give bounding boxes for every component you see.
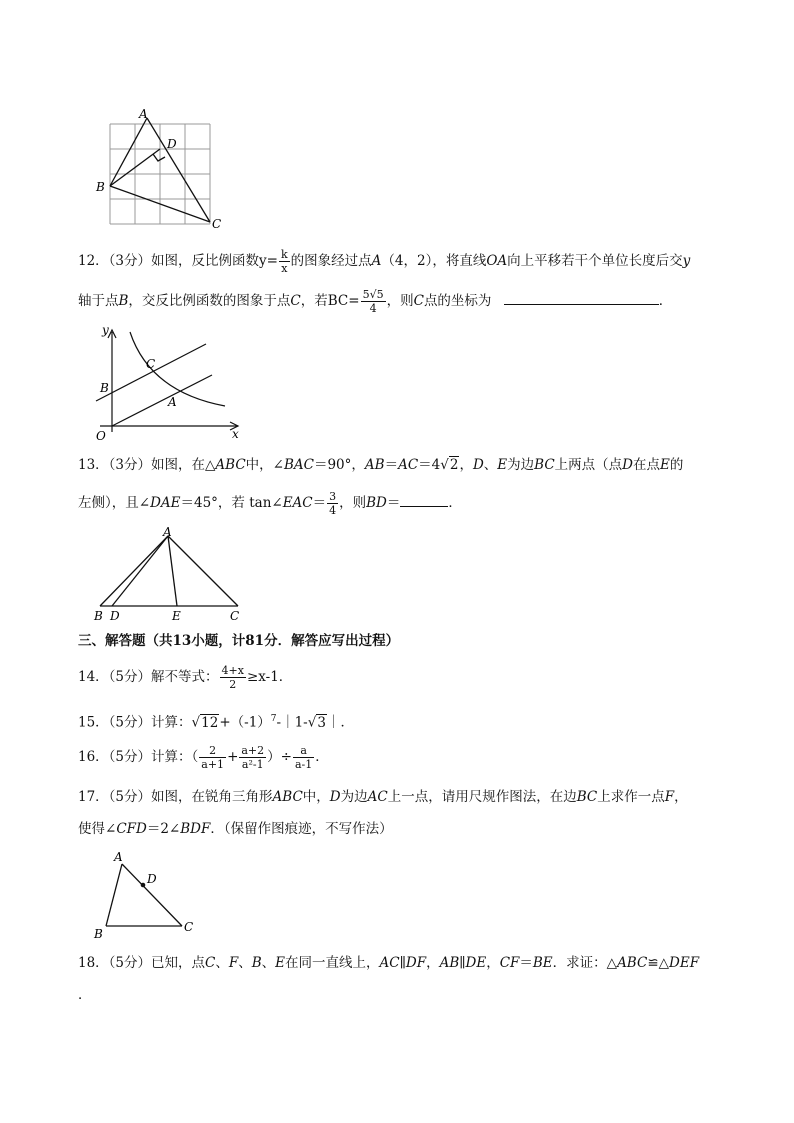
- label-b: B: [94, 609, 103, 623]
- fraction-14: $\frac{4+x}{2}$: [221, 664, 244, 691]
- fraction-tan: $\frac{3}{4}$: [329, 490, 337, 517]
- label-c: C: [146, 357, 156, 371]
- question-17-line2: 使得∠CFD＝2∠BDF．（保留作图痕迹，不写作法）: [78, 821, 393, 837]
- fraction-16-c: $\frac{a}{a-1}$: [294, 744, 313, 771]
- q13-figure: [90, 524, 250, 624]
- label-d: D: [110, 609, 120, 623]
- label-a: A: [114, 850, 123, 864]
- label-c: C: [184, 920, 194, 934]
- question-13-line1: 13．（3分）如图，在△ABC中，∠BAC＝90°，AB＝AC＝4√2，D、E为边BC上两点（点D在点E的: [78, 457, 684, 473]
- point-d: [141, 883, 146, 888]
- fraction-k-over-x: $\frac{k}{x}$: [280, 248, 288, 275]
- label-b: B: [100, 381, 109, 395]
- label-d: D: [147, 872, 157, 886]
- question-12-line2: 轴于点B，交反比例函数的图象于点C，若BC= $\frac{5√5}{4}$ ，则C点的坐标为 ．: [78, 288, 673, 315]
- q11-figure: [92, 104, 232, 229]
- q17-figure: [90, 848, 210, 943]
- label-b: B: [94, 927, 103, 941]
- section-3-heading: 三、解答题（共13小题，计81分．解答应写出过程）: [78, 633, 400, 649]
- question-14: 14．（5分）解不等式： $\frac{4+x}{2}$ ≥x-1．: [78, 664, 293, 691]
- fraction-16-b: $\frac{a+2}{\text{a²-1}}$: [241, 744, 265, 771]
- answer-blank-12: [504, 290, 659, 305]
- question-12-line1: 12．（3分）如图，反比例函数y= $\frac{k}{x}$ 的图象经过点A（4，2），将直线OA向上平移若干个单位长度后交y: [78, 248, 691, 275]
- question-18-line2: ．: [78, 987, 92, 1003]
- fraction-16-a: $\frac{2}{a+1}$: [201, 744, 225, 771]
- label-o: O: [96, 429, 106, 443]
- label-d: D: [167, 137, 177, 151]
- question-16: 16．（5分）计算：（ $\frac{2}{a+1}$ + $\frac{a+2}{\text{a²-1}}$ ）÷ $\frac{a}{a-1}$ ．: [78, 744, 329, 771]
- question-13-line2: 左侧），且∠DAE＝45°，若 tan∠EAC＝ $\frac{3}{4}$ ，则BD＝ ．: [78, 490, 462, 517]
- question-15: 15．（5分）计算：$√12+(-1)^7-|1-√3|$．: [78, 714, 354, 731]
- label-a: A: [163, 525, 172, 539]
- question-17-line1: 17．（5分）如图，在锐角三角形ABC中，D为边AC上一点，请用尺规作图法，在边BC上求作一点F，: [78, 789, 688, 805]
- side-ac: [168, 536, 238, 606]
- label-a: A: [139, 107, 148, 121]
- label-c: C: [230, 609, 240, 623]
- hyperbola: [130, 332, 225, 406]
- line-oa: [112, 375, 212, 426]
- label-a: A: [168, 395, 177, 409]
- side-ab: [106, 864, 122, 926]
- side-ab: [100, 536, 168, 606]
- q12-figure: [90, 322, 250, 444]
- label-c: C: [212, 217, 222, 229]
- label-e: E: [172, 609, 181, 623]
- segment-ad: [112, 536, 168, 606]
- label-x: x: [232, 427, 239, 441]
- label-b: B: [96, 180, 105, 194]
- fraction-bc: $\frac{5√5}{4}$: [362, 288, 384, 315]
- question-18-line1: 18．（5分）已知，点C、F、B、E在同一直线上，AC∥DF，AB∥DE，CF＝BE．求证：△ABC≌△DEF: [78, 955, 700, 971]
- label-y: y: [102, 323, 109, 337]
- answer-blank-13: [400, 492, 448, 507]
- segment-ae: [168, 536, 177, 606]
